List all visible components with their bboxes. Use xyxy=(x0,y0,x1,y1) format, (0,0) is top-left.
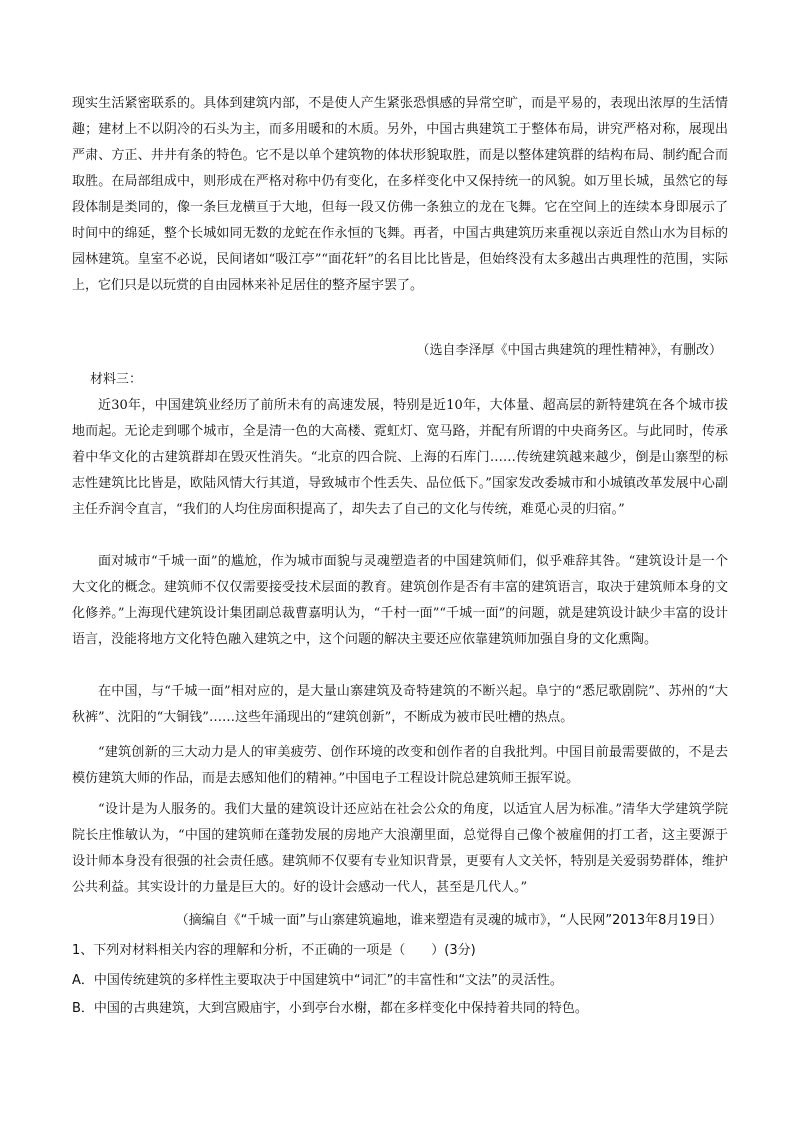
material3-paragraph-2: 面对城市“千城一面”的尴尬，作为城市面貌与灵魂塑造者的中国建筑师们，似乎难辞其咎。“建筑设计是一个大文化的概念。建筑师不仅仅需要接受技术层面的教育。建筑创作是否有丰富的建筑语言，取决于建筑师本身的文化修养。”上海现代建筑设计集团副总裁曹嘉明认为，“千村一面”“千城一面”的问题，就是建筑设计缺少丰富的设计语言，没能将地方文化特色融入建筑之中，这个问题的解决主要还应依靠建筑师加强自身的文化熏陶。 xyxy=(72,554,728,647)
material3-label: 材料三： xyxy=(90,372,143,387)
material3-paragraph-5: “设计是为人服务的。我们大量的建筑设计还应站在社会公众的角度，以适宜人居为标准。”清华大学建筑学院院长庄惟敏认为，“中国的建筑师在蓬勃发展的房地产大浪潮里面，总觉得自己像个被雇佣的打工者，这主要源于设计师本身没有很强的社会责任感。建筑师不仅要有专业知识背景，更要有人文关怀，特别是关爱弱势群体，维护公共利益。其实设计的力量是巨大的。好的设计会感动一代人，甚至是几代人。” xyxy=(72,802,728,895)
material3-source: （摘编自《“千城一面”与山寨建筑遍地，谁来塑造有灵魂的城市》，“人民网”2013年8月19日） xyxy=(175,913,722,928)
material3-paragraph-1: 近30年，中国建筑业经历了前所未有的高速发展，特别是近10年，大体量、超高层的新特建筑在各个城市拔地而起。无论走到哪个城市，全是清一色的大高楼、霓虹灯、宽马路，并配有所谓的中央商务区。与此同时，传承着中华文化的古建筑群却在毁灭性消失。“北京的四合院、上海的石库门……传统建筑越来越少，倒是山寨型的标志性建筑比比皆是，欧陆风情大行其道，导致城市个性丢失、品位低下。”国家发改委城市和小城镇改革发展中心副主任乔润令直言，“我们的人均住房面积提高了，却失去了自己的文化与传统，难觅心灵的归宿。” xyxy=(72,398,728,517)
question-1-option-a[interactable]: A．中国传统建筑的多样性主要取决于中国建筑中“词汇”的丰富性和“文法”的灵活性。 xyxy=(72,973,563,988)
question-1-option-b[interactable]: B．中国的古典建筑，大到宫殿庙宇，小到亭台水榭，都在多样变化中保持着共同的特色。 xyxy=(72,1001,588,1016)
material2-paragraph: 现实生活紧密联系的。具体到建筑内部，不是使人产生紧张恐惧感的异常空旷，而是平易的，表现出浓厚的生活情趣；建材上不以阴冷的石头为主，而多用暖和的木质。另外，中国古典建筑工于整体布局，讲究严格对称，展现出严肃、方正、井井有条的特色。它不是以单个建筑物的体状形貌取胜，而是以整体建筑群的结构布局、制约配合而取胜。在局部组成中，则形成在严格对称中仍有变化，在多样变化中又保持统一的风貌。如万里长城，虽然它的每段体制是类同的，像一条巨龙横亘于大地，但每一段又仿佛一条独立的龙在飞舞。它在空间上的连续本身即展示了时间中的绵延，整个长城如同无数的龙蛇在作永恒的飞舞。再者，中国古典建筑历来重视以亲近自然山水为目标的园林建筑。皇室不必说，民间诸如“吸江亭”“面花轩”的名目比比皆是，但始终没有太多越出古典理性的范围，实际上，它们只是以玩赏的自由园林来补足居住的整齐屋宇罢了。 xyxy=(72,96,728,293)
material3-paragraph-3: 在中国，与“千城一面”相对应的，是大量山寨建筑及奇特建筑的不断兴起。阜宁的“悉尼歌剧院”、苏州的“大秋裤”、沈阳的“大铜钱”……这些年涌现出的“建筑创新”，不断成为被市民吐槽的热点。 xyxy=(72,684,728,725)
question-1-stem: 1、下列对材料相关内容的理解和分析，不正确的一项是（ ）(3分) xyxy=(72,943,476,958)
material2-source: （选自李泽厚《中国古典建筑的理性精神》，有删改） xyxy=(416,343,722,358)
material3-paragraph-4: “建筑创新的三大动力是人的审美疲劳、创作环境的改变和创作者的自我批判。中国目前最需要做的，不是去模仿建筑大师的作品，而是去感知他们的精神。”中国电子工程设计院总建筑师王振军说。 xyxy=(72,745,728,786)
